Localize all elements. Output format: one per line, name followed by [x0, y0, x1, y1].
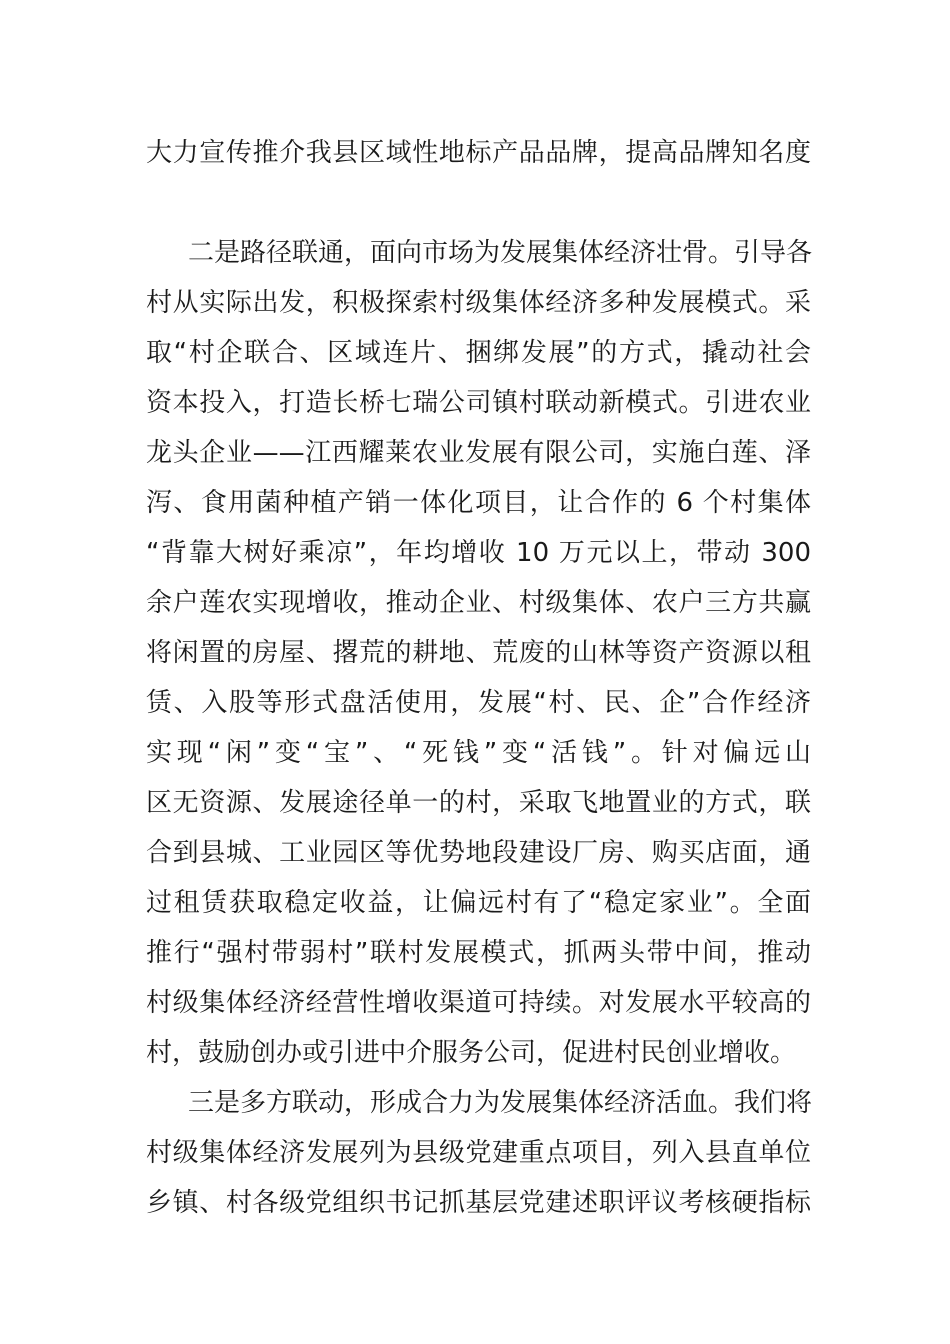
text-line-16: 推行“强村带弱村”联村发展模式，抓两头带中间，推动: [146, 938, 811, 968]
text-line-21: 乡镇、村各级党组织书记抓基层党建述职评议考核硬指标: [146, 1188, 811, 1218]
text-line-2: 二是路径联通，面向市场为发展集体经济壮骨。引导各: [188, 238, 813, 268]
text-line-19: 三是多方联动，形成合力为发展集体经济活血。我们将: [188, 1088, 813, 1118]
text-line-18: 村，鼓励创办或引进中介服务公司，促进村民创业增收。: [146, 1038, 797, 1068]
text-line-1: 大力宣传推介我县区域性地标产品品牌，提高品牌知名度: [146, 138, 811, 168]
text-line-6: 龙头企业——江西耀莱农业发展有限公司，实施白莲、泽: [146, 438, 811, 468]
text-line-8: “背靠大树好乘凉”，年均增收 10 万元以上，带动 300: [146, 538, 811, 568]
text-line-12: 实现“闲”变“宝”、“死钱”变“活钱”。针对偏远山: [146, 738, 811, 768]
text-line-15: 过租赁获取稳定收益，让偏远村有了“稳定家业”。全面: [146, 888, 811, 918]
text-line-17: 村级集体经济经营性增收渠道可持续。对发展水平较高的: [146, 988, 811, 1018]
text-line-20: 村级集体经济发展列为县级党建重点项目，列入县直单位: [146, 1138, 811, 1168]
text-line-10: 将闲置的房屋、撂荒的耕地、荒废的山林等资产资源以租: [146, 638, 811, 668]
text-line-14: 合到县城、工业园区等优势地段建设厂房、购买店面，通: [146, 838, 811, 868]
text-line-13: 区无资源、发展途径单一的村，采取飞地置业的方式，联: [146, 788, 811, 818]
text-line-4: 取“村企联合、区域连片、捆绑发展”的方式，撬动社会: [146, 338, 811, 368]
text-line-3: 村从实际出发，积极探索村级集体经济多种发展模式。采: [146, 288, 811, 318]
text-line-7: 泻、食用菌种植产销一体化项目，让合作的 6 个村集体: [146, 488, 811, 518]
text-line-11: 赁、入股等形式盘活使用，发展“村、民、企”合作经济: [146, 688, 811, 718]
text-line-9: 余户莲农实现增收，推动企业、村级集体、农户三方共赢: [146, 588, 811, 618]
text-line-5: 资本投入，打造长桥七瑞公司镇村联动新模式。引进农业: [146, 388, 811, 418]
